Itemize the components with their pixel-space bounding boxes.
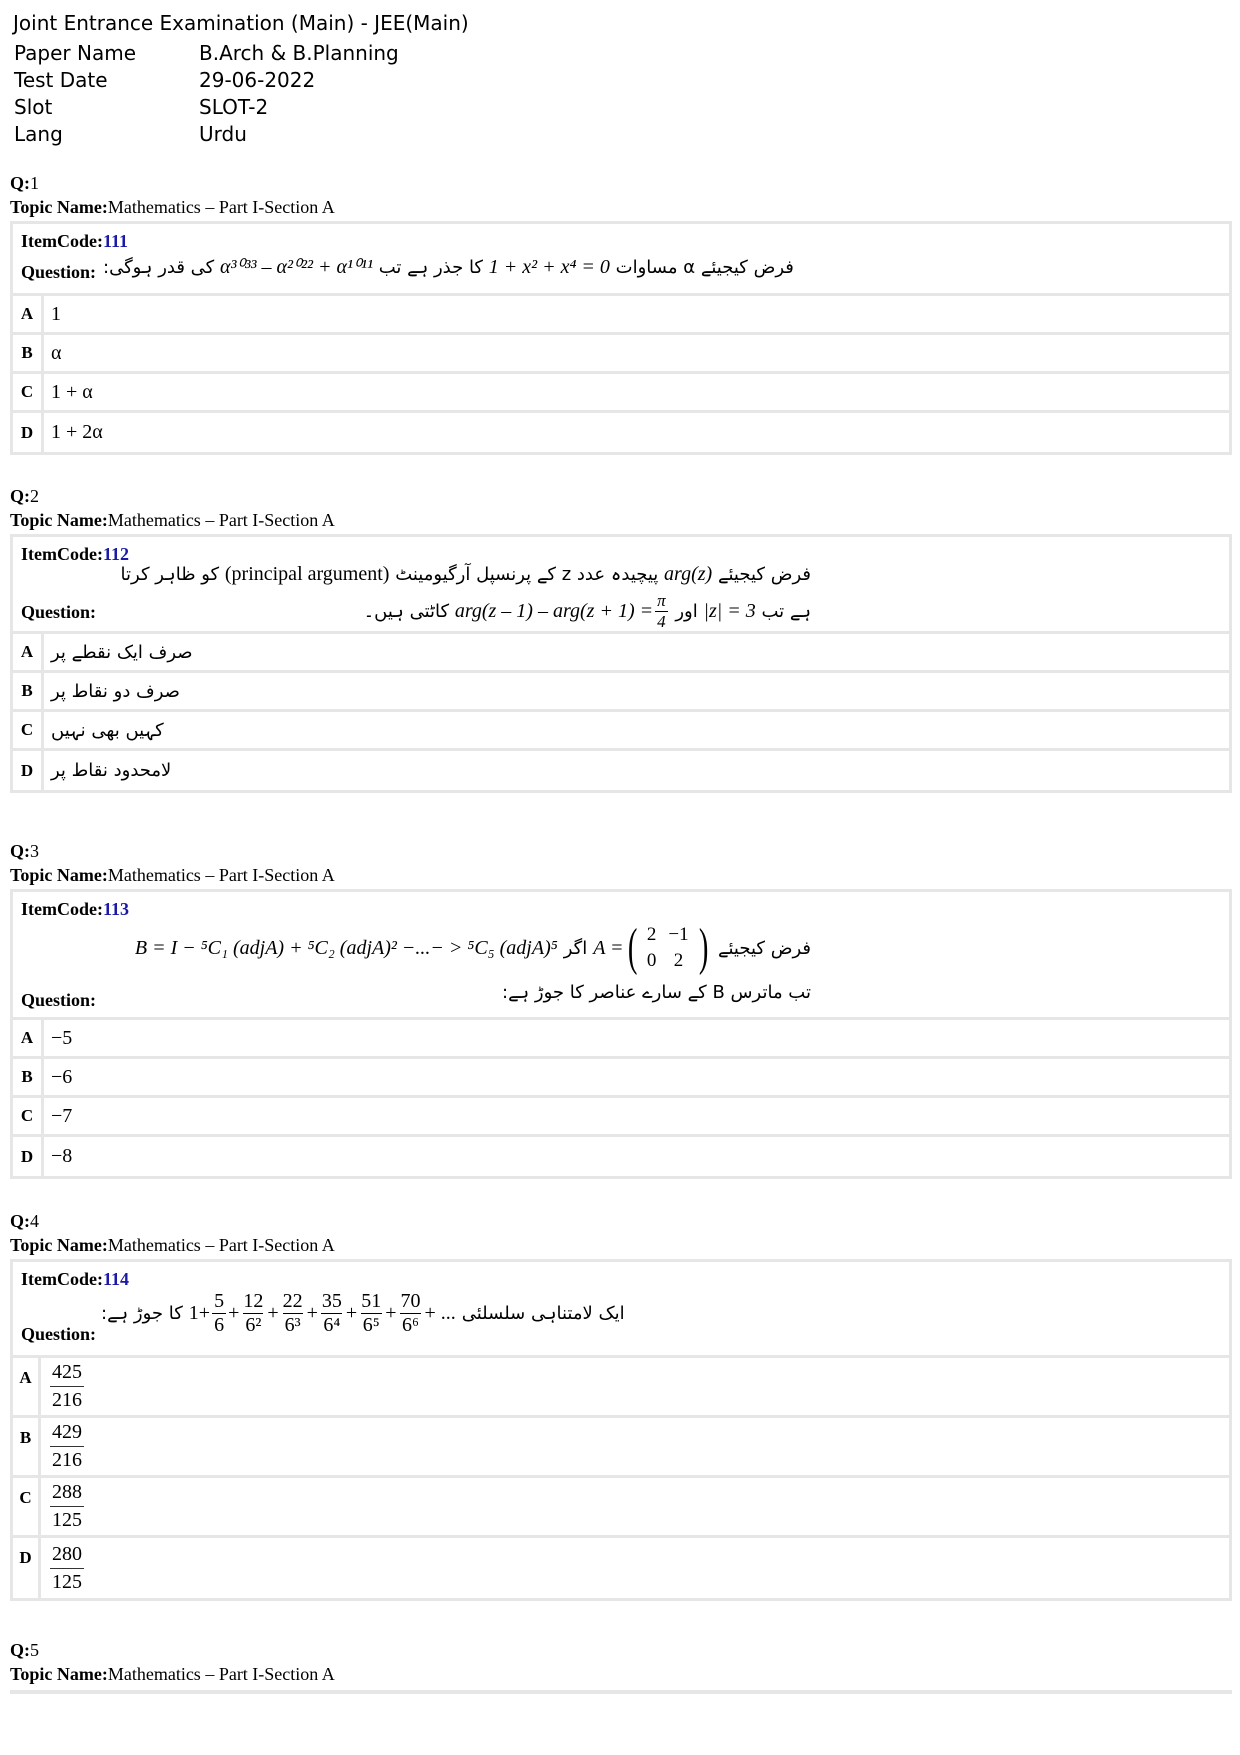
question-number: Q:2	[10, 486, 39, 506]
item-code: ItemCode:111	[21, 231, 128, 251]
item-code: ItemCode:114	[21, 1269, 129, 1289]
question-row	[13, 537, 1229, 634]
question-block-1	[10, 171, 1232, 455]
question-block-3	[10, 839, 1232, 1179]
option-row-c[interactable]	[13, 1098, 1229, 1137]
item-code: ItemCode:112	[21, 544, 129, 564]
question-cell	[13, 1262, 1229, 1355]
option-letter: A	[13, 634, 44, 670]
option-letter: B	[13, 1059, 44, 1095]
question-text-line-1: فرض کیجیئے A = ( 2 −1 0 2 ) اگر B = I − ⁵C₁ (adjA) + ⁵C₂ (adjA)² −...− > ⁵C₅ (adjA)⁵	[134, 919, 811, 976]
question-label: Question:	[21, 262, 97, 282]
option-letter: D	[13, 1137, 44, 1176]
meta-label: Paper Name	[14, 41, 137, 65]
meta-label: Test Date	[14, 68, 108, 92]
option-row-c[interactable]	[13, 712, 1229, 751]
question-text: کا جوڑ ہے: 1+ $\frac{5}{6}$ + $\frac{12}{\text{6²}}$ + $\frac{22}{\text{6³}}$ + $\frac{35}{\text{6⁴}}$ + $\frac{51}{\text{6⁵}}$ + $\frac{70}{\text{6⁶}}$ + ... ایک لامتناہی سلسلئی	[101, 1290, 625, 1336]
topic-line: Topic Name:Mathematics – Part I-Section A	[10, 1664, 335, 1684]
question-number: Q:4	[10, 1211, 39, 1231]
exam-title: Joint Entrance Examination (Main) - JEE(Main)	[13, 11, 469, 35]
question-cell	[13, 537, 1229, 631]
option-fraction: $\frac{425}{216}$	[50, 1359, 84, 1414]
option-row-a[interactable]	[13, 1358, 1229, 1418]
option-value	[41, 1418, 86, 1475]
meta-value: B.Arch & B.Planning	[199, 41, 399, 65]
option-letter: D	[13, 1538, 41, 1598]
option-value: −6	[51, 1065, 73, 1088]
option-row-a[interactable]	[13, 634, 1229, 673]
fraction: $\frac{\pi}{4}$	[657, 591, 666, 631]
meta-value: SLOT-2	[199, 95, 269, 119]
option-letter: A	[13, 1020, 44, 1056]
option-value	[41, 1358, 86, 1415]
matrix-a: ( 2 −1 0 2 )	[627, 919, 709, 976]
option-letter: A	[13, 1358, 41, 1415]
option-letter: B	[13, 335, 44, 371]
question-text-line-1: فرض کیجیئے arg(z) پیچیدہ عدد z کے پرنسپل آرگیومینٹ (principal argument) کو ظاہر کرتا	[120, 563, 811, 585]
option-value: α	[51, 341, 62, 364]
option-value	[41, 1538, 86, 1598]
option-value: لامحدود نقاط پر	[51, 760, 172, 781]
option-fraction: $\frac{429}{216}$	[50, 1419, 84, 1474]
option-row-d[interactable]	[13, 751, 1229, 790]
meta-label: Slot	[14, 95, 53, 119]
question-row	[13, 1262, 1229, 1358]
option-row-d[interactable]	[13, 1538, 1229, 1598]
question-row	[13, 892, 1229, 1020]
question-number: Q:3	[10, 841, 39, 861]
option-row-b[interactable]	[13, 1418, 1229, 1478]
option-value: −8	[51, 1145, 73, 1167]
option-value: 1 + 2α	[51, 421, 103, 443]
question-block-2	[10, 484, 1232, 793]
question-number: Q:1	[10, 173, 39, 193]
question-math-expression: arg(z – 1) – arg(z + 1) = $\frac{\pi}{4}$	[454, 591, 666, 631]
meta-value: Urdu	[199, 122, 247, 146]
option-row-a[interactable]	[13, 1020, 1229, 1059]
option-row-b[interactable]	[13, 335, 1229, 374]
option-row-d[interactable]	[13, 413, 1229, 452]
question-text: فرض کیجیئے α مساوات 1 + x² + x⁴ = 0 کا جذر ہے تب α³⁰³³ – α²⁰²² + α¹⁰¹¹ کی قدر ہوگی:	[103, 256, 794, 278]
series-expression: 1+ $\frac{5}{6}$ + $\frac{12}{\text{6²}}$ + $\frac{22}{\text{6³}}$ + $\frac{35}{\text{6⁴}}$ + $\frac{51}{\text{6⁵}}$ + $\frac{70}{\text{6⁶}}$ + ...	[188, 1290, 456, 1336]
question-table-edge	[10, 1690, 1232, 1694]
meta-row-paper-name	[13, 40, 469, 67]
option-row-c[interactable]	[13, 1478, 1229, 1538]
question-table	[10, 534, 1232, 793]
option-value: صرف دو نقاط پر	[51, 680, 180, 702]
meta-row-slot	[13, 94, 469, 121]
question-table	[10, 1259, 1232, 1601]
option-value: −7	[51, 1104, 73, 1127]
question-table	[10, 221, 1232, 455]
option-row-c[interactable]	[13, 374, 1229, 413]
question-label: Question:	[21, 990, 97, 1010]
option-row-b[interactable]	[13, 1059, 1229, 1098]
question-row	[13, 224, 1229, 296]
item-code: ItemCode:113	[21, 899, 129, 919]
topic-line: Topic Name:Mathematics – Part I-Section A	[10, 865, 335, 885]
option-letter: D	[13, 413, 44, 452]
meta-row-lang	[13, 121, 469, 148]
topic-line: Topic Name:Mathematics – Part I-Section A	[10, 510, 335, 530]
option-row-b[interactable]	[13, 673, 1229, 712]
series-term: $\frac{12}{\text{6²}}$	[243, 1290, 264, 1336]
question-text-line-2: تب ماترس B کے سارے عناصر کا جوڑ ہے:	[502, 982, 811, 1003]
question-label: Question:	[21, 602, 97, 622]
option-letter: D	[13, 751, 44, 790]
topic-line: Topic Name:Mathematics – Part I-Section A	[10, 197, 335, 217]
option-letter: C	[13, 374, 44, 410]
question-table	[10, 889, 1232, 1179]
series-term: $\frac{51}{\text{6⁵}}$	[361, 1290, 382, 1336]
meta-row-test-date	[13, 67, 469, 94]
matrix-expression: A = ( 2 −1 0 2 )	[593, 922, 712, 974]
option-letter: A	[13, 296, 44, 332]
question-cell	[13, 224, 1229, 293]
option-row-a[interactable]	[13, 296, 1229, 335]
option-value: 1 + α	[51, 380, 93, 403]
option-value	[41, 1478, 86, 1535]
option-fraction: $\frac{288}{125}$	[50, 1479, 84, 1534]
option-letter: C	[13, 712, 44, 748]
question-text-line-2: ہے تب |z| = 3 اور arg(z – 1) – arg(z + 1) = $\frac{\pi}{4}$ کاٹتی ہیں۔	[363, 591, 811, 631]
option-value: −5	[51, 1026, 73, 1049]
series-term: $\frac{70}{\text{6⁶}}$	[400, 1290, 421, 1336]
meta-label: Lang	[14, 122, 63, 146]
option-row-d[interactable]	[13, 1137, 1229, 1176]
question-label: Question:	[21, 1324, 97, 1344]
question-number: Q:5	[10, 1640, 39, 1660]
series-term: $\frac{35}{\text{6⁴}}$	[321, 1290, 342, 1336]
question-block-4	[10, 1209, 1232, 1601]
option-fraction: $\frac{280}{125}$	[50, 1541, 84, 1596]
option-letter: B	[13, 1418, 41, 1475]
option-letter: B	[13, 673, 44, 709]
question-block-5	[10, 1638, 1232, 1694]
question-cell	[13, 892, 1229, 1017]
option-letter: C	[13, 1478, 41, 1535]
option-value: کہیں بھی نہیں	[51, 719, 164, 741]
option-value: صرف ایک نقطے پر	[51, 641, 193, 663]
option-letter: C	[13, 1098, 44, 1134]
option-value: 1	[51, 302, 61, 325]
series-term: $\frac{5}{6}$	[214, 1290, 225, 1336]
topic-line: Topic Name:Mathematics – Part I-Section A	[10, 1235, 335, 1255]
series-term: $\frac{22}{\text{6³}}$	[282, 1290, 303, 1336]
exam-header	[13, 10, 469, 148]
meta-value: 29-06-2022	[199, 68, 316, 92]
